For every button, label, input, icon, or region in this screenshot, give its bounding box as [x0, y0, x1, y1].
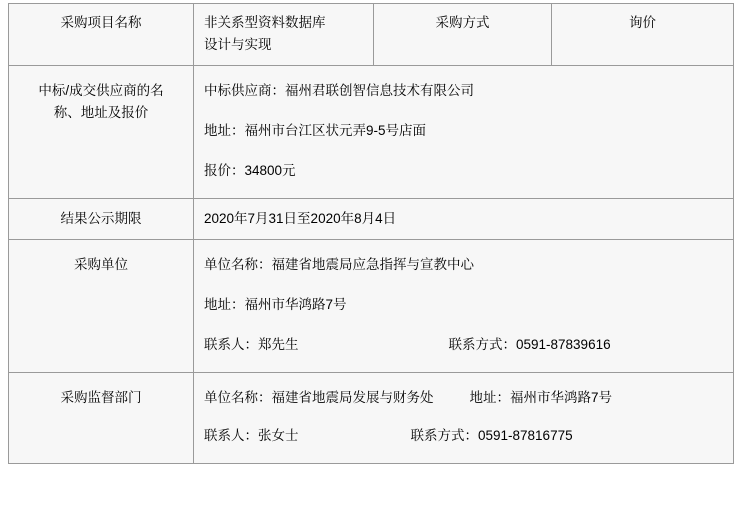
supervisor-value-cell	[194, 373, 734, 464]
supervisor-label: 采购监督部门	[60, 390, 142, 405]
procurement-method-label: 采购方式	[435, 15, 490, 30]
supervisor-unit-row	[204, 387, 723, 409]
table-row	[9, 373, 734, 464]
purchaser-contact-phone: 联系方式：0591-87839616	[448, 337, 611, 352]
purchaser-contact-row	[204, 334, 723, 356]
project-name-value-cell	[194, 4, 374, 66]
publicity-period-label-cell	[9, 199, 194, 240]
table-row	[9, 66, 734, 199]
procurement-method-value-cell	[552, 4, 734, 66]
winner-supplier: 中标供应商：福州君联创智信息技术有限公司	[204, 83, 474, 98]
supervisor-label-cell	[9, 373, 194, 464]
purchaser-label: 采购单位	[74, 257, 128, 272]
purchaser-contact-person: 联系人：郑先生	[204, 337, 299, 352]
procurement-result-table	[8, 3, 734, 464]
winner-label-cell	[9, 66, 194, 199]
purchaser-unit-name: 单位名称：福建省地震局应急指挥与宣教中心	[204, 257, 474, 272]
purchaser-label-cell	[9, 240, 194, 373]
winner-address: 地址：福州市台江区状元弄9-5号店面	[204, 123, 427, 138]
project-name-line-1: 非关系型资料数据库	[204, 15, 326, 30]
project-name-label-cell	[9, 4, 194, 66]
table-row	[9, 4, 734, 66]
publicity-period-value-cell	[194, 199, 734, 240]
winner-label-line-2: 称、地址及报价	[53, 105, 149, 120]
supervisor-unit-name: 单位名称：福建省地震局发展与财务处	[204, 390, 434, 405]
table-row	[9, 240, 734, 373]
supervisor-contact-row	[204, 425, 723, 447]
procurement-method-label-cell	[374, 4, 552, 66]
winner-price: 报价：34800元	[204, 163, 296, 178]
supervisor-contact-phone: 联系方式：0591-87816775	[410, 428, 573, 443]
procurement-method-value: 询价	[629, 15, 656, 30]
purchaser-value-cell	[194, 240, 734, 373]
publicity-period-value: 2020年7月31日至2020年8月4日	[204, 211, 397, 226]
purchaser-address: 地址：福州市华鸿路7号	[204, 297, 347, 312]
supervisor-contact-person: 联系人：张女士	[204, 428, 299, 443]
project-name-label: 采购项目名称	[60, 15, 142, 30]
table-row	[9, 199, 734, 240]
winner-value-cell	[194, 66, 734, 199]
publicity-period-label: 结果公示期限	[60, 211, 142, 226]
winner-label-line-1: 中标/成交供应商的名	[38, 83, 164, 98]
project-name-line-2: 设计与实现	[204, 37, 272, 52]
supervisor-address: 地址：福州市华鸿路7号	[469, 390, 613, 405]
